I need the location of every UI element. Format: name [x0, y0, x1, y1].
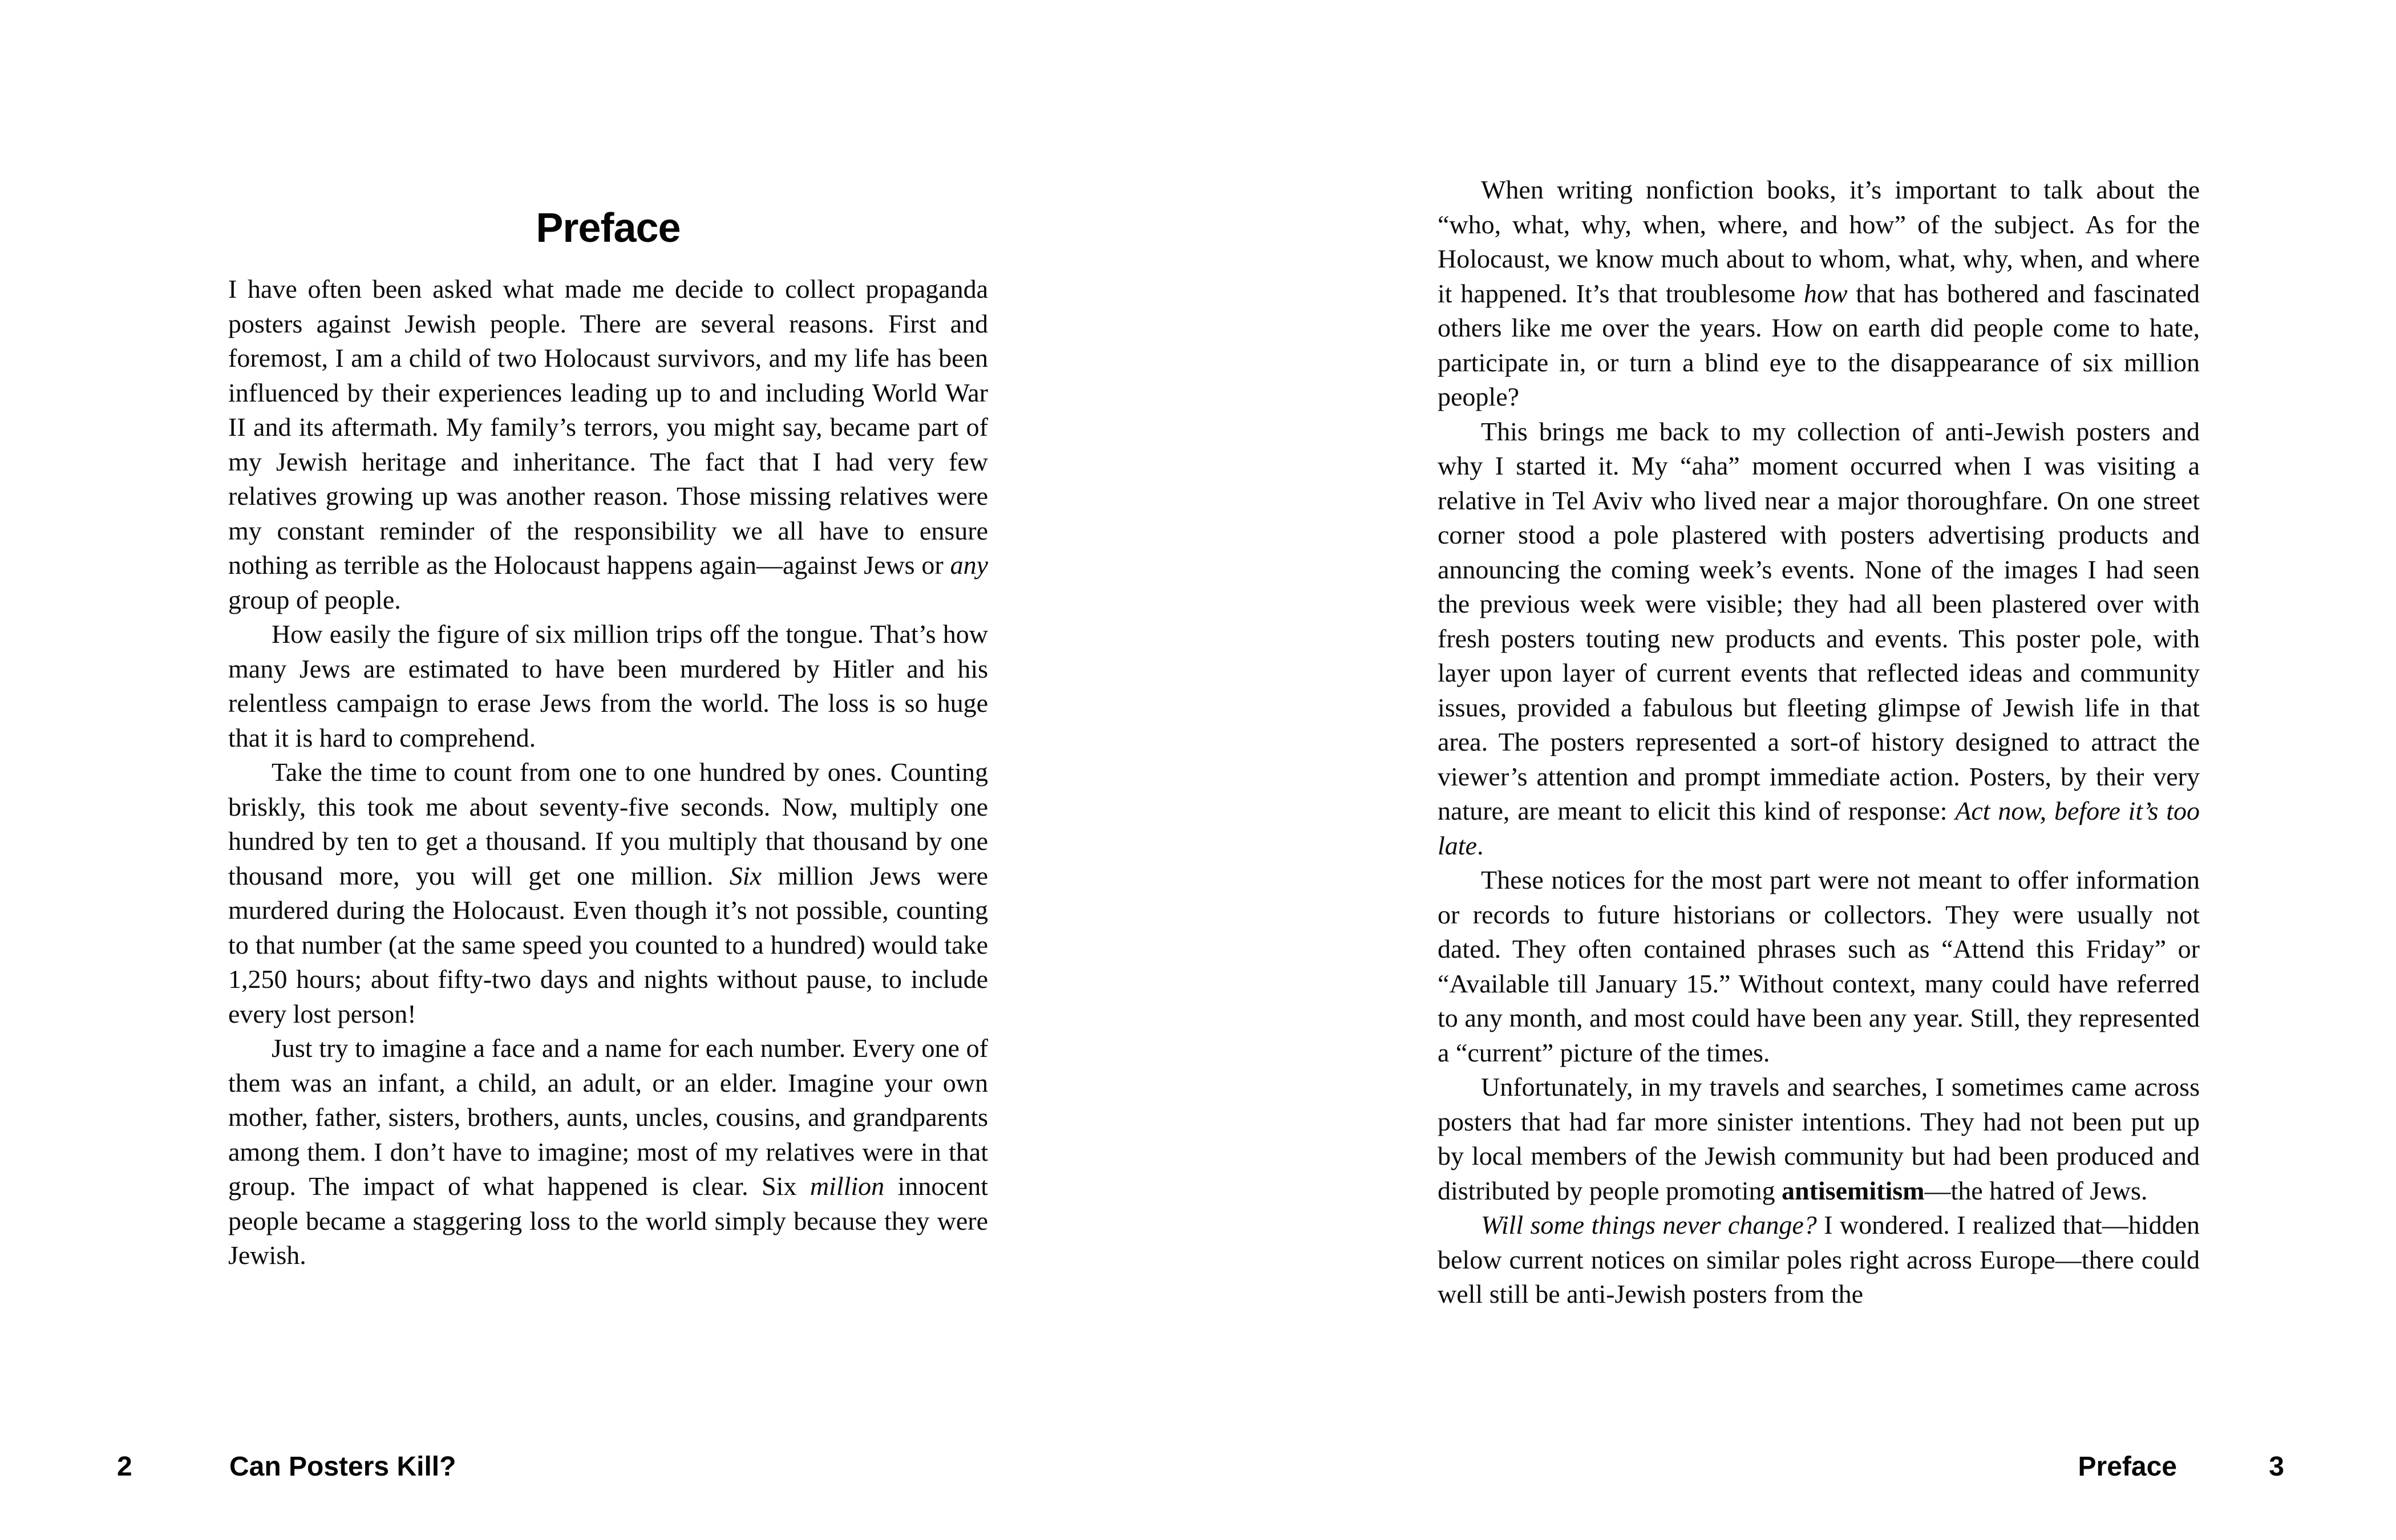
text-segment: group of people. — [228, 585, 401, 614]
text-segment: Act now, before it’s too late — [1438, 796, 2200, 860]
right-page-number: 3 — [2269, 1452, 2284, 1482]
text-segment: When writing nonfiction books, it’s important to talk about the “who, what, why, when, where, and how” of the subject. As for the Holocaust, we know much about to whom, what, why, when, and where it happened. It’s that troublesome — [1438, 175, 2200, 308]
paragraph — [228, 1031, 988, 1273]
text-segment: I wondered. I realized that—hidden below current notices on similar poles right across Europe—there could well still be anti-Jewish posters from the — [1438, 1210, 2200, 1308]
text-segment: Will some things never change? — [1481, 1210, 1817, 1239]
chapter-title: Preface — [536, 205, 681, 252]
text-segment: —the hatred of Jews. — [1924, 1176, 2148, 1205]
text-segment: million Jews were murdered during the Holocaust. Even though it’s not possible, counting to that number (at the same speed you counted to a hundred) would take 1,250 hours; about fifty-two days and nights without pause, to include every lost person! — [228, 861, 988, 1028]
right-page-body-text — [1438, 173, 2200, 1312]
paragraph — [1438, 863, 2200, 1070]
left-page-body-text — [228, 272, 988, 1273]
paragraph — [228, 617, 988, 755]
text-segment: Unfortunately, in my travels and searches, I sometimes came across posters that had far more sinister intentions. They had not been put up by local members of the Jewish community but had been produced and distributed by people promoting — [1438, 1072, 2200, 1205]
text-segment: how — [1803, 278, 1848, 308]
paragraph — [1438, 415, 2200, 864]
paragraph — [228, 272, 988, 617]
text-segment: that has bothered and fascinated others like me over the years. How on earth did people come to hate, participate in, or turn a blind eye to the disappearance of six million people? — [1438, 278, 2200, 411]
text-segment: any — [950, 550, 988, 579]
paragraph — [1438, 1208, 2200, 1312]
text-segment: These notices for the most part were not meant to offer information or records to future historians or collectors. They were usually not dated. They often contained phrases such as “Attend this Friday” or “Available till January 15.” Without context, many could have referred to any month, and most could have been any year. Still, they represented a “current” picture of the times. — [1438, 865, 2200, 1067]
paragraph — [1438, 173, 2200, 415]
left-page-number: 2 — [117, 1452, 132, 1482]
left-running-head: Can Posters Kill? — [229, 1452, 456, 1482]
right-running-head: Preface — [2078, 1452, 2177, 1482]
text-segment: . — [1476, 830, 1484, 860]
text-segment: Just try to imagine a face and a name for each number. Every one of them was an infant, a child, an adult, or an elder. Imagine your own mother, father, sisters, brothers, aunts, uncles, cousins, and grandparents among them. I don’t have to imagine; most of my relatives were in that group. The impact of what happened is clear. Six — [228, 1034, 988, 1201]
text-segment: How easily the figure of six million trips off the tongue. That’s how many Jews are estimated to have been murdered by Hitler and his relentless campaign to erase Jews from the world. The loss is so huge that it is hard to comprehend. — [228, 619, 988, 752]
text-segment: I have often been asked what made me decide to collect propaganda posters against Jewish people. There are several reasons. First and foremost, I am a child of two Holocaust survivors, and my life has been influenced by their experiences leading up to and including World War II and its aftermath. My family’s terrors, you might say, became part of my Jewish heritage and inheritance. The fact that I had very few relatives growing up was another reason. Those missing relatives were my constant reminder of the responsibility we all have to ensure nothing as terrible as the Holocaust happens again—against Jews or — [228, 274, 988, 579]
text-segment: innocent people became a staggering loss to the world simply because they were Jewish. — [228, 1172, 988, 1270]
text-segment: Six — [729, 861, 762, 890]
text-segment: antisemitism — [1782, 1176, 1925, 1205]
text-segment: million — [810, 1172, 885, 1201]
paragraph — [228, 755, 988, 1031]
text-segment: Take the time to count from one to one hundred by ones. Counting briskly, this took me about seventy-five seconds. Now, multiply one hundred by ten to get a thousand. If you multiply that thousand by one thousand more, you will get one million. — [228, 757, 988, 890]
text-segment: This brings me back to my collection of anti-Jewish posters and why I started it. My “aha” moment occurred when I was visiting a relative in Tel Aviv who lived near a major thoroughfare. On one street corner stood a pole plastered with posters advertising products and announcing the coming week’s events. None of the images I had seen the previous week were visible; they had all been plastered over with fresh posters touting new products and events. This poster pole, with layer upon layer of current events that reflected ideas and community issues, provided a fabulous but fleeting glimpse of Jewish life in that area. The posters represented a sort-of history designed to attract the viewer’s attention and prompt immediate action. Posters, by their very nature, are meant to elicit this kind of response: — [1438, 416, 2200, 825]
paragraph — [1438, 1070, 2200, 1208]
